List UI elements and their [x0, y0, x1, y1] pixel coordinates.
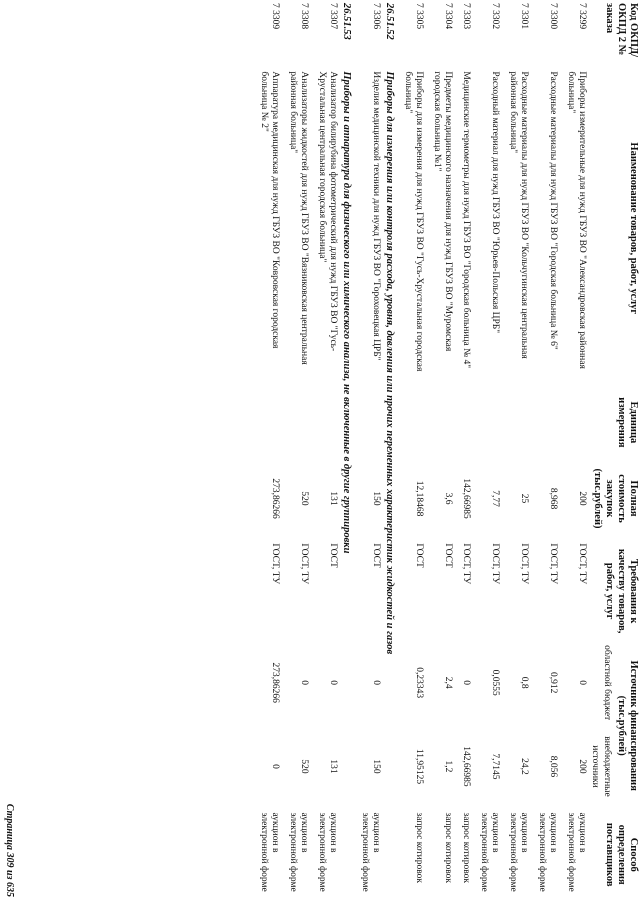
procurement-method: аукцион в электронной форме — [537, 812, 558, 892]
group-row — [339, 0, 353, 900]
table-row — [454, 0, 472, 900]
unit — [530, 388, 559, 456]
table-header — [588, 0, 640, 900]
order-code: 7 3309 — [270, 3, 280, 30]
total-cost: 150 — [371, 491, 381, 506]
total-cost: 131 — [328, 491, 338, 506]
unit — [454, 388, 472, 456]
quality-requirements: ГОСТ — [443, 543, 453, 568]
item-name: Приборы измерительные для нужд ГБУЗ ВО "Александровская районная больница" — [566, 71, 587, 369]
group-row — [382, 0, 396, 900]
regional-budget: 0,912 — [548, 671, 558, 694]
item-name: Медицинские термометры для нужд ГБУЗ ВО "Городская больница № 4" — [461, 71, 471, 369]
table-row — [472, 0, 501, 900]
total-cost: 142,66985 — [461, 478, 471, 519]
quality-requirements: ГОСТ — [414, 543, 424, 568]
table-row — [353, 0, 382, 900]
regional-budget: 0 — [577, 680, 587, 686]
regional-budget: 273,86266 — [270, 662, 280, 703]
regional-budget: 0 — [461, 680, 471, 686]
table-row — [425, 0, 454, 900]
order-code: 7 3299 — [577, 3, 587, 30]
procurement-table — [252, 0, 640, 900]
extrabudgetary: 520 — [299, 759, 309, 774]
quality-requirements: ГОСТ — [371, 543, 381, 568]
quality-requirements: ГОСТ, ТУ — [548, 543, 558, 585]
extrabudgetary: 8,056 — [548, 755, 558, 778]
extrabudgetary: 142,66985 — [461, 746, 471, 787]
unit — [281, 388, 310, 456]
total-cost: 520 — [299, 491, 309, 506]
unit — [559, 388, 588, 456]
table-body — [252, 0, 588, 900]
group-name: Приборы для измерения или контроля расхода, уровня, давления или прочих переменных характеристик жидкостей и газов — [384, 71, 395, 655]
header-regional-budget: областной бюджет — [602, 645, 612, 721]
item-name: Анализатор билирубина фотометрический для нужд ГБУЗ ВО "Гусь-Хрустальная центральная городская больница" — [317, 71, 338, 352]
extrabudgetary: 1,2 — [443, 760, 453, 773]
item-name: Приборы для измерения для нужд ГБУЗ ВО "Гусь-Хрустальная городская больница" — [403, 71, 424, 372]
extrabudgetary: 150 — [371, 759, 381, 774]
quality-requirements: ГОСТ, ТУ — [577, 543, 587, 585]
unit — [501, 388, 530, 456]
table-row — [310, 0, 339, 900]
page-number: Страница 309 из 635 — [4, 803, 15, 897]
table-row — [559, 0, 588, 900]
unit — [310, 388, 339, 456]
table-row — [396, 0, 425, 900]
procurement-method: запрос котировок — [443, 812, 453, 884]
unit — [353, 388, 382, 456]
order-code: 7 3301 — [519, 3, 529, 30]
procurement-method: аукцион в электронной форме — [317, 812, 338, 892]
unit — [252, 388, 281, 456]
quality-requirements: ГОСТ, ТУ — [461, 543, 471, 585]
order-code: 7 3307 — [328, 3, 338, 30]
total-cost: 12,18468 — [414, 480, 424, 517]
order-code: 7 3306 — [371, 3, 381, 30]
unit — [472, 388, 501, 456]
extrabudgetary: 131 — [328, 759, 338, 774]
regional-budget: 0,8 — [519, 676, 529, 689]
table-row — [530, 0, 559, 900]
group-code: 26.51.53 — [341, 3, 352, 40]
procurement-method: аукцион в электронной форме — [479, 812, 500, 892]
unit — [425, 388, 454, 456]
item-name: Анализаторы жидкостей для нужд ГБУЗ ВО "Вязниковская центральная районная больница" — [288, 71, 309, 365]
extrabudgetary: 7,7145 — [490, 753, 500, 780]
procurement-method: аукцион в электронной форме — [288, 812, 309, 892]
regional-budget: 0,23343 — [414, 667, 424, 699]
total-cost: 273,86266 — [270, 478, 280, 519]
regional-budget: 2,4 — [443, 676, 453, 689]
extrabudgetary: 0 — [270, 764, 280, 769]
regional-budget: 0 — [299, 680, 309, 686]
table-row — [501, 0, 530, 900]
header-name: Наименование товаров, работ, услуг — [628, 142, 639, 315]
quality-requirements: ГОСТ, ТУ — [270, 543, 280, 585]
item-name: Изделия медицинской техники для нужд ГБУЗ ВО "Гороховецкая ЦРБ" — [371, 71, 381, 361]
order-code: 7 3304 — [443, 3, 453, 30]
quality-requirements: ГОСТ, ТУ — [299, 543, 309, 585]
unit — [396, 388, 425, 456]
group-code: 26.51.52 — [384, 3, 395, 40]
total-cost: 8,968 — [548, 487, 558, 510]
order-code: 7 3308 — [299, 3, 309, 30]
procurement-method: аукцион в электронной форме — [508, 812, 529, 892]
item-name: Аппаратура медицинская для нужд ГБУЗ ВО "Ковровская городская больница № 2" — [259, 71, 280, 349]
quality-requirements: ГОСТ, ТУ — [519, 543, 529, 585]
order-code: 7 3300 — [548, 3, 558, 30]
order-code: 7 3302 — [490, 3, 500, 30]
procurement-method: аукцион в электронной форме — [259, 812, 280, 892]
item-name: Предметы медицинского назначения для нужд ГБУЗ ВО "Муромская городская больница №1" — [432, 71, 453, 352]
quality-requirements: ГОСТ, ТУ — [490, 543, 500, 585]
header-unit: Единица измерения — [616, 397, 639, 448]
order-code: 7 3303 — [461, 3, 471, 30]
table-row — [281, 0, 310, 900]
procurement-method: аукцион в электронной форме — [360, 812, 381, 892]
header-cost: Полная стоимость закупок (тыс.рублей) — [592, 468, 639, 529]
extrabudgetary: 11,95125 — [414, 748, 424, 785]
header-code: Код ОКПД/ ОКПД 2 № заказа — [604, 3, 639, 58]
item-name: Расходные материалы для нужд ГБУЗ ВО "Кольчугинская центральная районная больница" — [508, 71, 529, 359]
order-code: 7 3305 — [414, 3, 424, 30]
table-row — [252, 0, 281, 900]
procurement-method: запрос котировок — [414, 812, 424, 884]
item-name: Расходные материалы для нужд ГБУЗ ВО "Городская больница № 6" — [548, 71, 558, 350]
total-cost: 3,6 — [443, 492, 453, 505]
regional-budget: 0,0555 — [490, 669, 500, 696]
total-cost: 7,77 — [490, 490, 500, 507]
procurement-method: аукцион в электронной форме — [566, 812, 587, 892]
regional-budget: 0 — [328, 680, 338, 686]
total-cost: 200 — [577, 491, 587, 506]
regional-budget: 0 — [371, 680, 381, 686]
header-requirements: Требования к качеству товаров, работ, услуг — [604, 548, 639, 634]
extrabudgetary: 24,2 — [519, 758, 529, 775]
header-extrabudgetary: внебюджетные источники — [590, 736, 612, 797]
quality-requirements: ГОСТ — [328, 543, 338, 568]
item-name: Расходный материал для нужд ГБУЗ ВО "Юрьев-Польская ЦРБ" — [490, 71, 500, 334]
group-name: Приборы и аппаратура для физического или химического анализа, не включенные в другие группировки — [341, 71, 352, 554]
extrabudgetary: 200 — [577, 759, 587, 774]
header-financing: Источник финансирования (тыс.рублей) — [616, 660, 639, 791]
total-cost: 25 — [519, 493, 529, 504]
header-method: Способ определения поставщиков — [604, 822, 639, 887]
procurement-method: запрос котировок — [461, 812, 471, 884]
